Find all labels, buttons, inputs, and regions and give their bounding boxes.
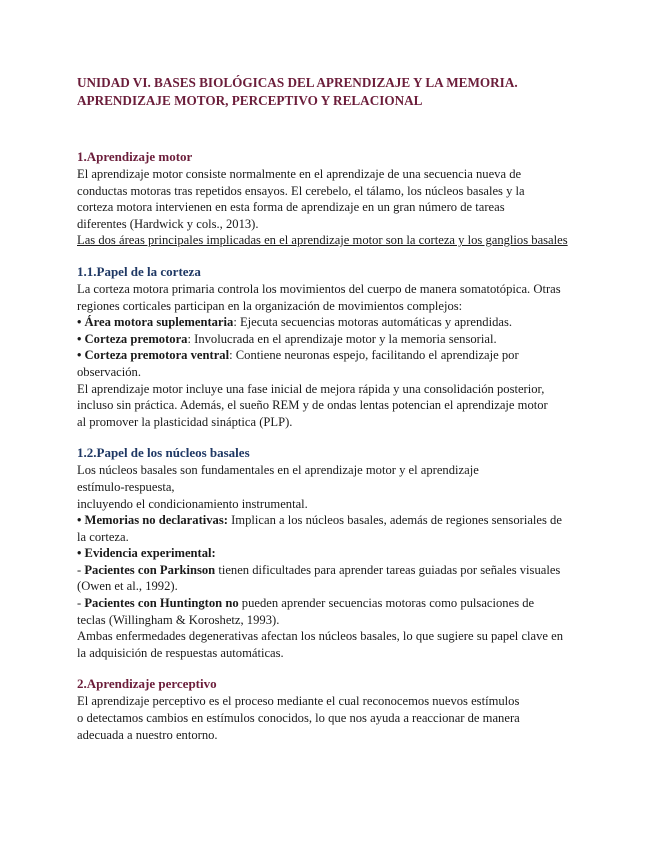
text-line: la corteza. bbox=[77, 529, 129, 544]
bullet-text: : Involucrada en el aprendizaje motor y la memoria sensorial. bbox=[187, 331, 497, 346]
text-line: El aprendizaje motor consiste normalmente en el aprendizaje de una secuencia nueva de bbox=[77, 167, 522, 181]
text-line: El aprendizaje motor incluye una fase inicial de mejora rápida y una consolidación posterior, bbox=[77, 381, 545, 396]
text-line: La corteza motora primaria controla los movimientos del cuerpo de manera somatotópica. Otras bbox=[77, 281, 561, 296]
text-line: Ambas enfermedades degenerativas afectan los núcleos basales, lo que sugiere su papel clave en bbox=[77, 629, 564, 644]
section-heading-aprendizaje-motor: 1.Aprendizaje motor bbox=[77, 149, 193, 164]
dash-text: pueden aprender secuencias motoras como pulsaciones de bbox=[238, 596, 535, 611]
section-heading-papel-corteza: 1.1.Papel de la corteza bbox=[77, 263, 201, 279]
text-line: Los núcleos basales son fundamentales en el aprendizaje motor y el aprendizaje bbox=[77, 463, 479, 478]
dash-label: Pacientes con Huntington no bbox=[84, 596, 239, 611]
bullet-text: : Ejecuta secuencias motoras automáticas y aprendidas. bbox=[233, 315, 513, 330]
paragraph-aprendizaje-perceptivo bbox=[77, 693, 585, 743]
bullet-text: : Contiene neuronas espejo, facilitando el aprendizaje por bbox=[229, 348, 519, 363]
bullet-memorias-no-declarativas bbox=[77, 512, 585, 529]
bullet-label: • Corteza premotora bbox=[77, 331, 188, 346]
text-line: estímulo-respuesta, bbox=[77, 479, 175, 494]
dash-label: Pacientes con Parkinson bbox=[84, 562, 216, 577]
document-title bbox=[77, 74, 585, 110]
text-line: incluso sin práctica. Además, el sueño REM y de ondas lentas potencian el aprendizaje motor bbox=[77, 398, 548, 413]
text-line: la adquisición de respuestas automáticas. bbox=[77, 645, 284, 660]
title-line-1: UNIDAD VI. BASES BIOLÓGICAS DEL APRENDIZAJE Y LA MEMORIA. bbox=[77, 75, 518, 90]
section-heading-papel-nucleos-basales: 1.2.Papel de los núcleos basales bbox=[77, 445, 250, 461]
paragraph-papel-corteza bbox=[77, 281, 585, 430]
dash-prefix: - bbox=[77, 562, 85, 577]
text-line: al promover la plasticidad sináptica (PLP). bbox=[77, 414, 293, 429]
bullet-label: • Memorias no declarativas: bbox=[77, 513, 228, 528]
dash-item-huntington bbox=[77, 595, 585, 612]
text-line: regiones corticales participan en la organización de movimientos complejos: bbox=[77, 298, 463, 313]
bullet-evidencia-experimental: • Evidencia experimental: bbox=[77, 546, 216, 561]
text-line: El aprendizaje perceptivo es el proceso mediante el cual reconocemos nuevos estímulos bbox=[77, 694, 520, 709]
underlined-statement: Las dos áreas principales implicadas en el aprendizaje motor son la corteza y los ganglios basales bbox=[77, 233, 568, 248]
text-line: teclas (Willingham & Koroshetz, 1993). bbox=[77, 612, 280, 627]
text-line: adecuada a nuestro entorno. bbox=[77, 727, 218, 742]
text-line: corteza motora intervienen en esta forma de aprendizaje en un gran número de tareas bbox=[77, 200, 505, 215]
title-line-2: APRENDIZAJE MOTOR, PERCEPTIVO Y RELACIONAL bbox=[77, 93, 423, 108]
bullet-area-motora bbox=[77, 314, 585, 331]
bullet-corteza-premotora bbox=[77, 331, 585, 348]
text-line: incluyendo el condicionamiento instrumental. bbox=[77, 496, 308, 511]
dash-text: tienen dificultades para aprender tareas guiadas por señales visuales bbox=[215, 562, 561, 577]
text-line: conductas motoras tras repetidos ensayos. El cerebelo, el tálamo, los núcleos basales y la bbox=[77, 183, 525, 198]
paragraph-papel-nucleos-basales bbox=[77, 462, 585, 661]
dash-item-parkinson bbox=[77, 562, 585, 579]
text-line: diferentes (Hardwick y cols., 2013). bbox=[77, 216, 259, 231]
paragraph-aprendizaje-motor bbox=[77, 166, 585, 249]
section-heading-aprendizaje-perceptivo: 2.Aprendizaje perceptivo bbox=[77, 676, 217, 692]
text-line: (Owen et al., 1992). bbox=[77, 579, 178, 594]
text-line: o detectamos cambios en estímulos conocidos, lo que nos ayuda a reaccionar de manera bbox=[77, 711, 520, 726]
bullet-corteza-premotora-ventral bbox=[77, 347, 585, 364]
bullet-text: Implican a los núcleos basales, además de regiones sensoriales de bbox=[227, 513, 562, 528]
bullet-label: • Corteza premotora ventral bbox=[77, 348, 230, 363]
bullet-label: • Área motora suplementaria bbox=[77, 315, 234, 330]
text-line: observación. bbox=[77, 364, 141, 379]
dash-prefix: - bbox=[77, 596, 85, 611]
